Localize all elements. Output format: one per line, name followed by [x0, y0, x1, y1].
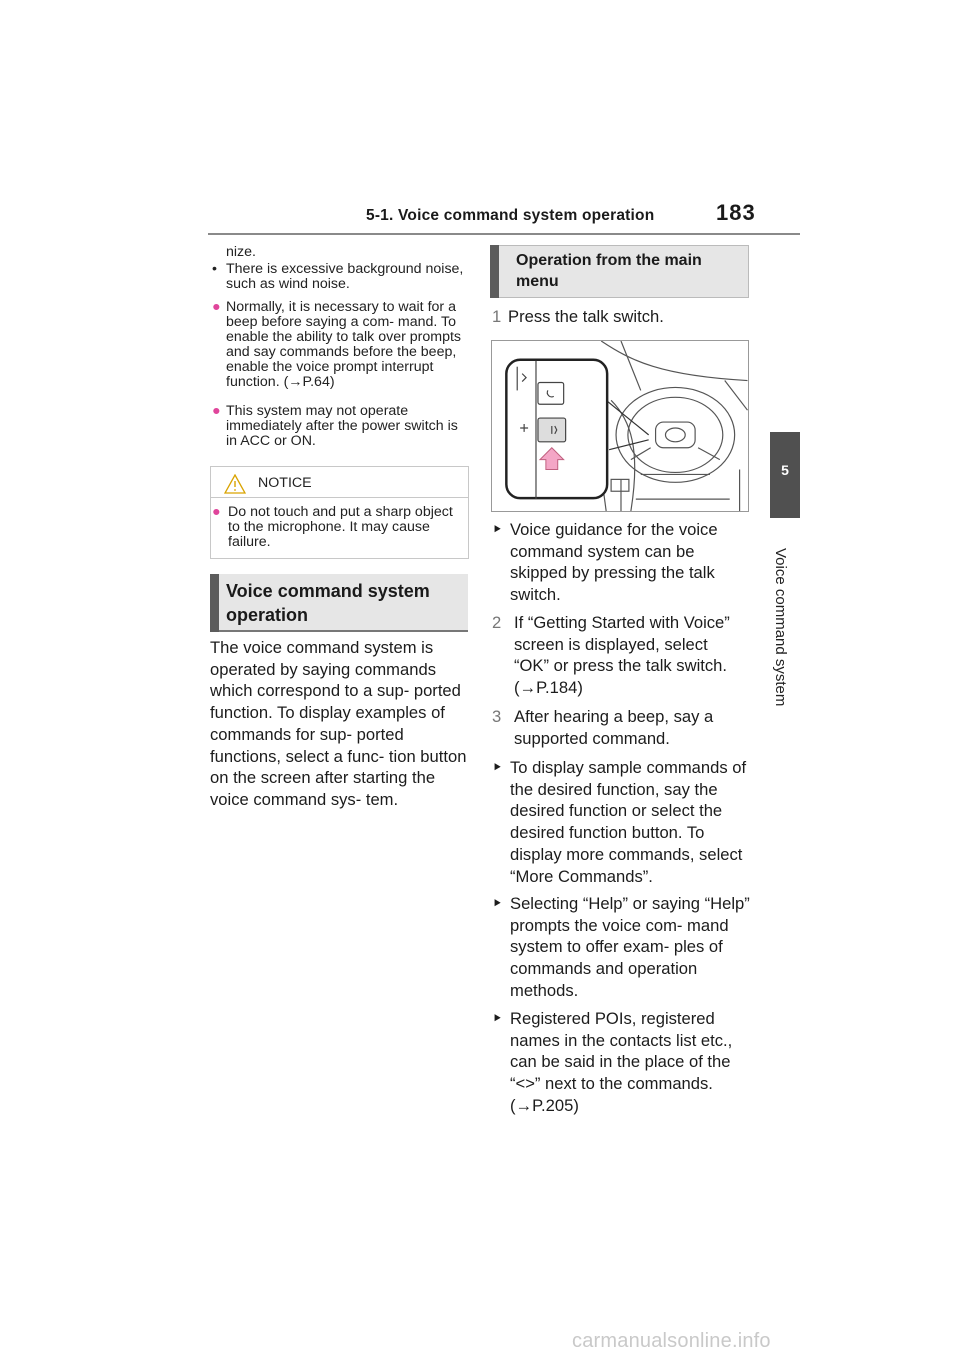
- circle-bullet-icon: ●: [212, 504, 221, 520]
- watermark: carmanualsonline.info: [572, 1330, 771, 1352]
- circle-bullet-icon: ●: [212, 403, 221, 419]
- note-item: Normally, it is necessary to wait for a beep before saying a com- mand. To enable the ability to talk over prompts and say commands before the beep, enable the voice prompt interrupt function. (→P.64): [226, 299, 462, 390]
- triangle-bullet-icon: ⯈: [492, 1011, 503, 1026]
- bullet-item: Selecting “Help” or saying “Help” prompts the voice com- mand system to offer exam- ples of commands and operation methods.: [510, 894, 750, 1000]
- triangle-bullet-icon: ⯈: [492, 760, 503, 775]
- header-rule: [208, 233, 800, 235]
- notice-divider: [210, 497, 469, 498]
- bullet-item: Registered POIs, registered names in the contacts list etc., can be said in the place of the “<>” next to the commands. (→P.205): [510, 1009, 733, 1115]
- notice-title: NOTICE: [258, 475, 312, 491]
- step-text: Press the talk switch.: [508, 307, 664, 326]
- notice-body: Do not touch and put a sharp object to the microphone. It may cause failure.: [228, 504, 453, 550]
- section-heading: Operation from the main menu: [516, 252, 702, 290]
- section-heading-marker: [490, 245, 499, 298]
- bullet-dot: •: [212, 261, 217, 277]
- triangle-bullet-icon: ⯈: [492, 896, 503, 911]
- continued-text: nize.: [226, 244, 256, 260]
- triangle-bullet-icon: ⯈: [492, 522, 503, 537]
- note-item: This system may not operate immediately after the power switch is in ACC or ON.: [226, 403, 458, 449]
- body-paragraph: The voice command system is operated by saying commands which correspond to a sup- ported function. To display examples of commands for sup- ported functions, select a func- tion button on the screen after starting the voice command sys- tem.: [210, 638, 467, 809]
- section-heading: Voice command system operation: [226, 581, 430, 625]
- bullet-item: To display sample commands of the desired function, say the desired function or select the desired function button. To display more commands, select “More Commands”.: [510, 758, 747, 886]
- bullet-item: There is excessive background noise, such as wind noise.: [226, 261, 464, 292]
- step-text: If “Getting Started with Voice” screen is displayed, select “OK” or press the talk switch. (→P.184): [514, 613, 730, 698]
- step-number: 3: [492, 707, 502, 726]
- warning-triangle-icon: [224, 474, 246, 494]
- step-number: 1: [492, 307, 502, 326]
- steering-wheel-talk-switch-illustration: [491, 340, 749, 512]
- bullet-item: Voice guidance for the voice command system can be skipped by pressing the talk switch.: [510, 520, 718, 605]
- page-number: 183: [716, 200, 756, 225]
- chapter-number: 5: [781, 462, 789, 478]
- circle-bullet-icon: ●: [212, 299, 221, 315]
- section-heading-marker: [210, 574, 219, 632]
- section-title: 5-1. Voice command system operation: [366, 207, 655, 224]
- step-text: After hearing a beep, say a supported command.: [514, 707, 714, 748]
- chapter-label: Voice command system: [772, 548, 789, 707]
- step-number: 2: [492, 613, 502, 632]
